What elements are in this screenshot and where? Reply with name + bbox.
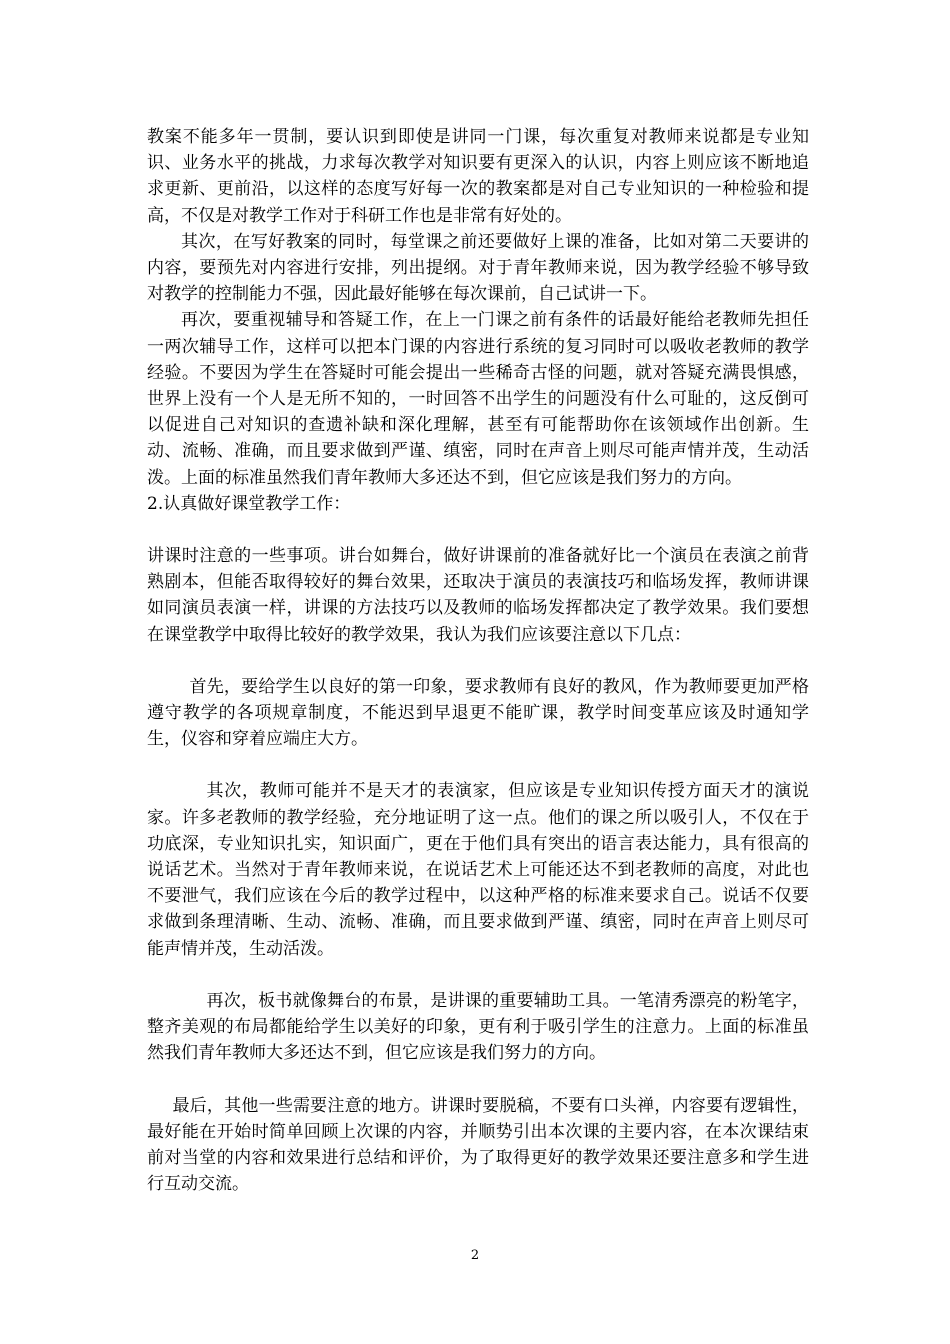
paragraph-lecture-notes: 讲课时注意的一些事项。讲台如舞台，做好讲课前的准备就好比一个演员在表演之前背熟剧本，但能否取得较好的舞台效果，还取决于演员的表演技巧和临场发挥，教师讲课如同演员表演一样，讲课的方法技巧以及教师的临场发挥都决定了教学效果。我们要想在课堂教学中取得比较好的教学效果，我认为我们应该要注意以下几点： — [147, 546, 809, 645]
paragraph-first-impression: 首先，要给学生以良好的第一印象，要求教师有良好的教风，作为教师要更加严格遵守教学的各项规章制度，不能迟到早退更不能旷课，教学时间变革应该及时通知学生，仪容和穿着应端庄大方。 — [147, 676, 809, 750]
paragraph-tutoring: 再次，要重视辅导和答疑工作，在上一门课之前有条件的话最好能给老教师先担任一两次辅导工作，这样可以把本门课的内容进行系统的复习同时可以吸收老教师的教学经验。不要因为学生在答疑时可能会提出一些稀奇古怪的问题，就对答疑充满畏惧感，世界上没有一个人是无所不知的，一时回答不出学生的问题没有什么可耻的，这反倒可以促进自己对知识的查遗补缺和深化理解，甚至有可能帮助你在该领域作出创新。生动、流畅、准确，而且要求做到严谨、缜密，同时在声音上则尽可能声情并茂，生动活泼。上面的标准虽然我们青年教师大多还达不到，但它应该是我们努力的方向。 — [147, 310, 809, 488]
paragraph-blackboard: 再次，板书就像舞台的布景，是讲课的重要辅助工具。一笔清秀漂亮的粉笔字，整齐美观的布局都能给学生以美好的印象，更有利于吸引学生的注意力。上面的标准虽然我们青年教师大多还达不到，但它应该是我们努力的方向。 — [147, 990, 809, 1064]
paragraph-speaking-skill: 其次，教师可能并不是天才的表演家，但应该是专业知识传授方面天才的演说家。许多老教师的教学经验，充分地证明了这一点。他们的课之所以吸引人，不仅在于功底深，专业知识扎实，知识面广，更在于他们具有突出的语言表达能力，具有很高的说话艺术。当然对于青年教师来说，在说话艺术上可能还达不到老教师的高度，对此也不要泄气，我们应该在今后的教学过程中，以这种严格的标准来要求自己。说话不仅要求做到条理清晰、生动、流畅、准确，而且要求做到严谨、缜密，同时在声音上则尽可能声情并茂，生动活泼。 — [147, 781, 809, 959]
page-number: 2 — [470, 1248, 480, 1263]
section-heading: 2.认真做好课堂教学工作： — [147, 493, 351, 514]
paragraph-final-notes: 最后，其他一些需要注意的地方。讲课时要脱稿，不要有口头禅，内容要有逻辑性，最好能在开始时简单回顾上次课的内容，并顺势引出本次课的主要内容，在本次课结束前对当堂的内容和效果进行总结和评价，为了取得更好的教学效果还要注意多和学生进行互动交流。 — [147, 1095, 809, 1195]
paragraph-class-preparation: 其次，在写好教案的同时，每堂课之前还要做好上课的准备，比如对第二天要讲的内容，要预先对内容进行安排，列出提纲。对于青年教师来说，因为教学经验不够导致对教学的控制能力不强，因此最好能够在每次课前，自己试讲一下。 — [147, 231, 809, 305]
document-body — [147, 124, 809, 1197]
paragraph-lesson-plan: 教案不能多年一贯制，要认识到即使是讲同一门课，每次重复对教师来说都是专业知识、业务水平的挑战，力求每次教学对知识要有更深入的认识，内容上则应该不断地追求更新、更前沿，以这样的态度写好每一次的教案都是对自己专业知识的一种检验和提高，不仅是对教学工作对于科研工作也是非常有好处的。 — [147, 127, 809, 226]
